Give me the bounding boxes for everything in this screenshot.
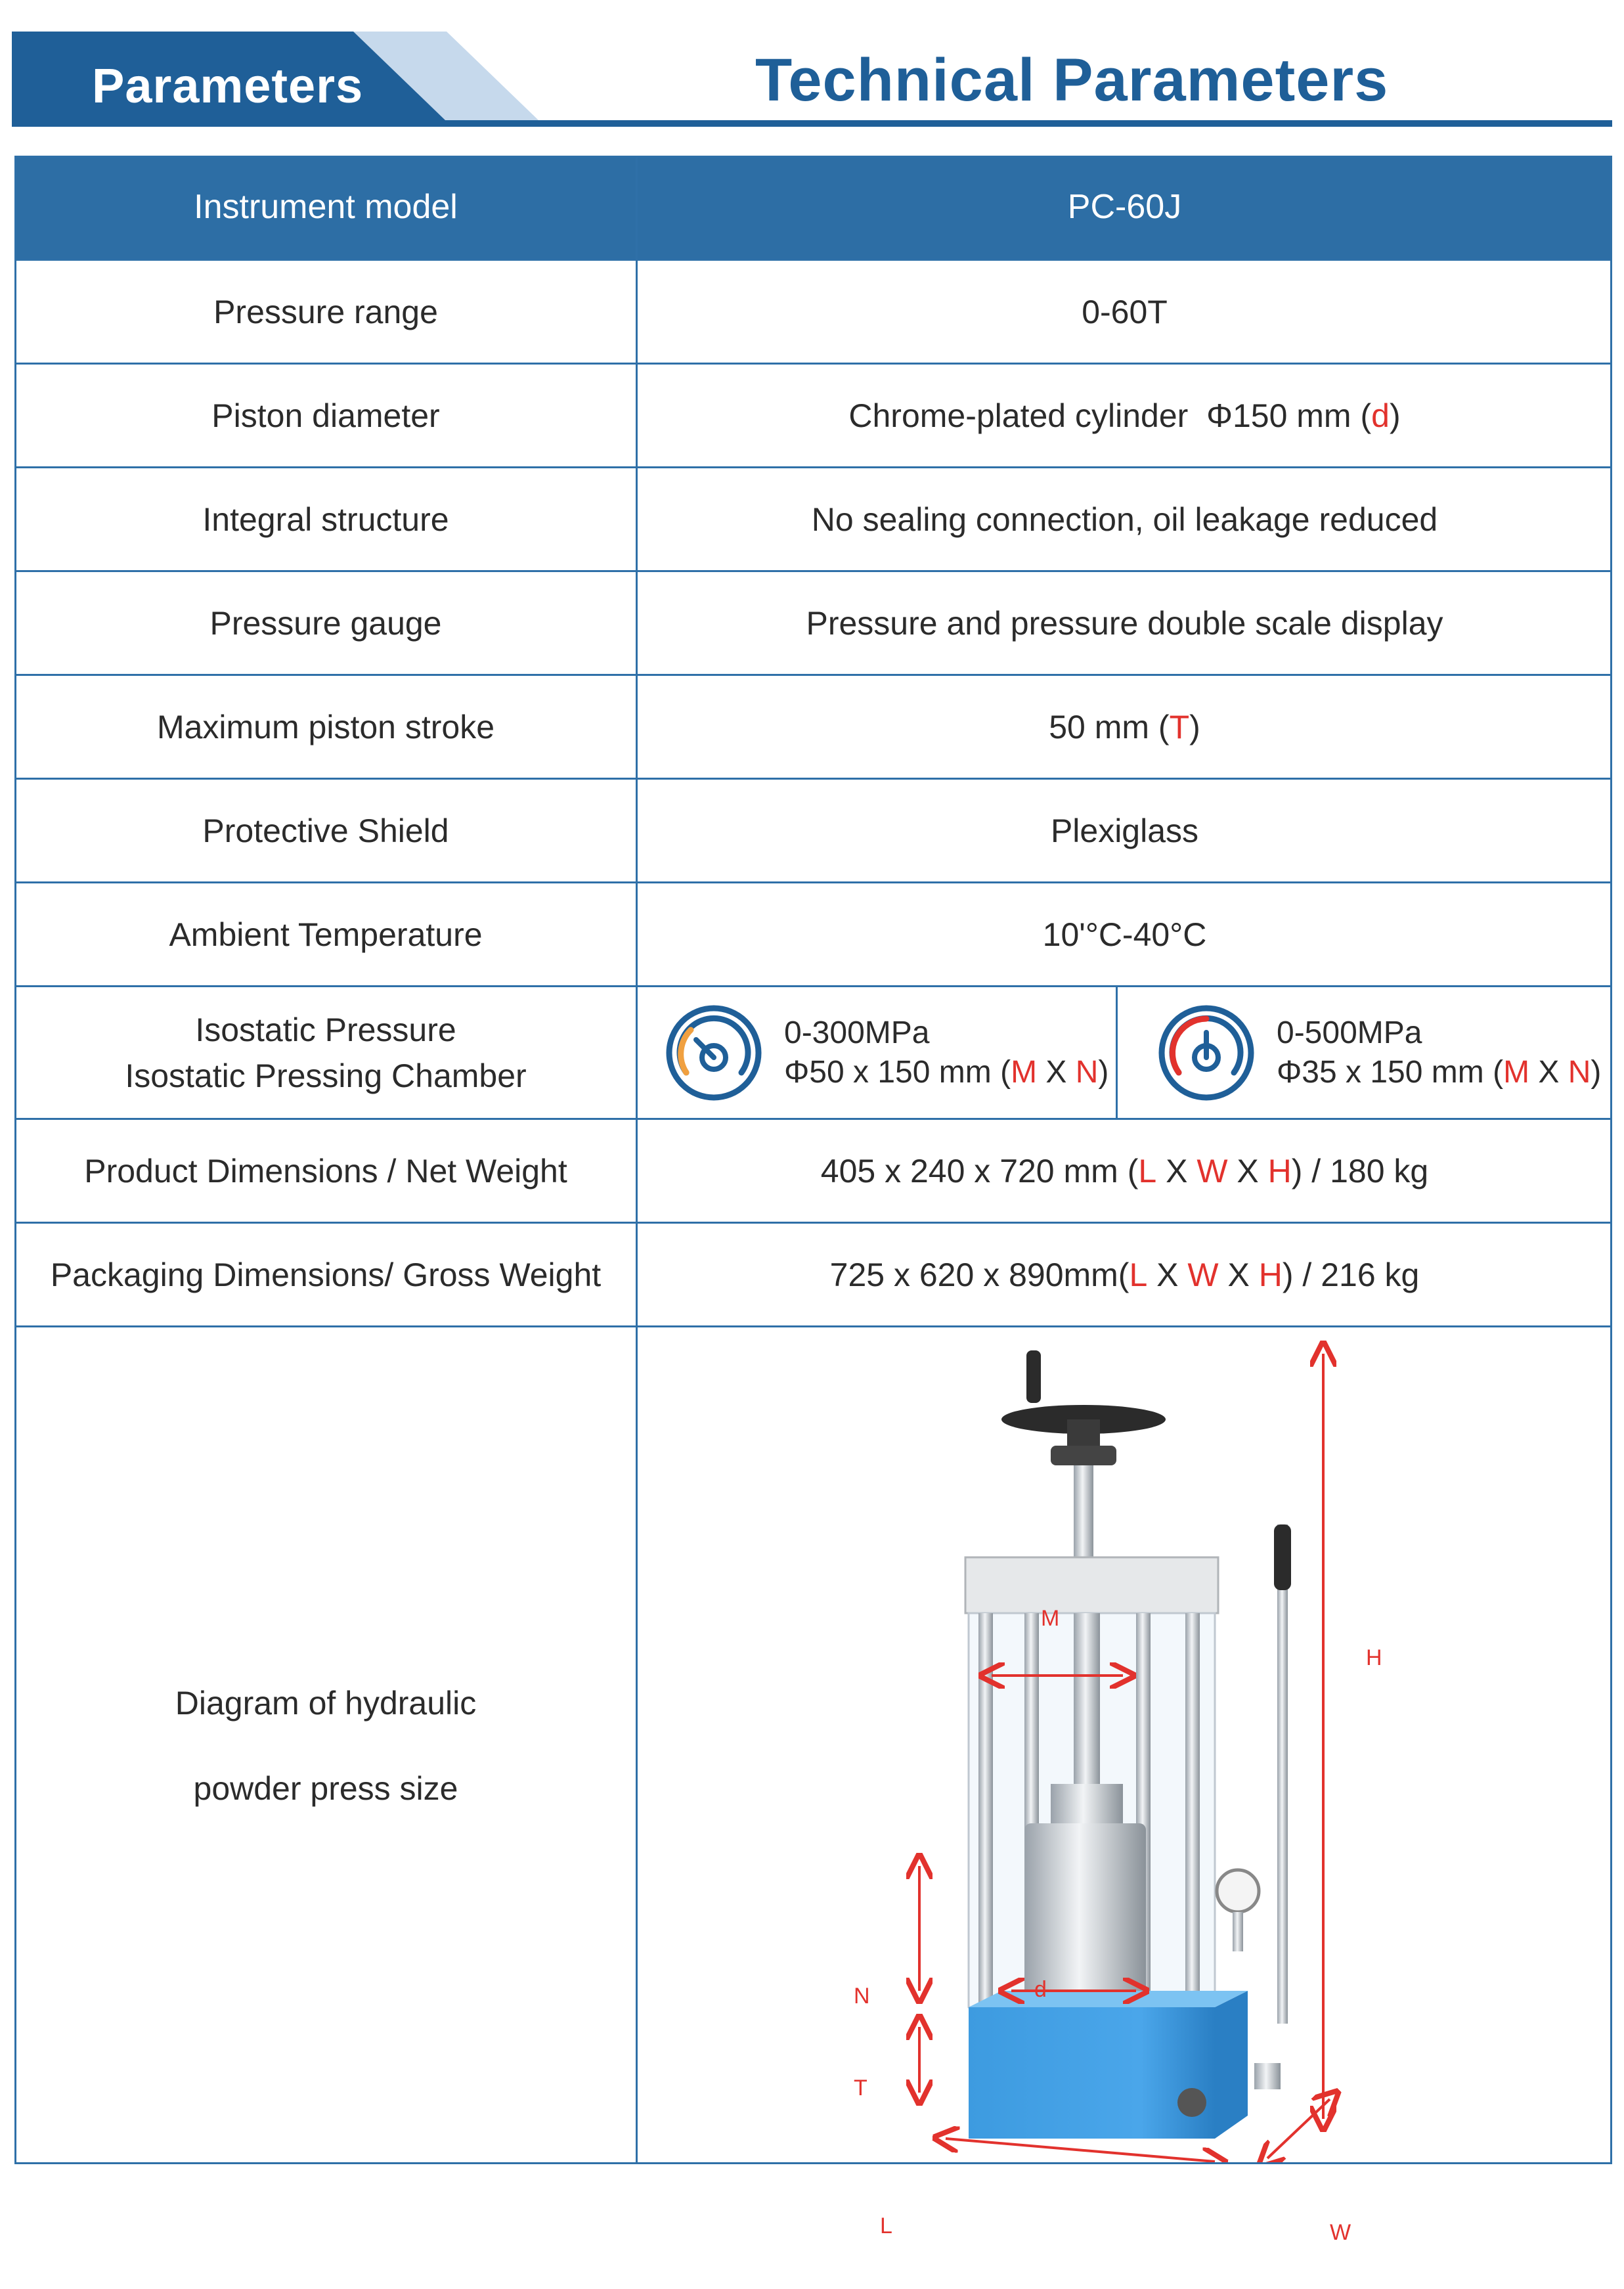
table-row-isostatic — [14, 987, 1612, 1120]
gauge-pressure: 0-500MPa — [1277, 1015, 1422, 1050]
row-label: Piston diameter — [211, 397, 440, 434]
gauge-spec-1 — [665, 987, 1108, 1118]
parameters-table — [14, 156, 1612, 2245]
table-row — [14, 572, 1612, 676]
value-text: ) — [1189, 708, 1200, 745]
size-text: ) — [1098, 1054, 1109, 1090]
row-value: No sealing connection, oil leakage reduced — [811, 500, 1438, 538]
row-label: Packaging Dimensions/ Gross Weight — [50, 1256, 602, 1293]
gauge-size — [1277, 1053, 1601, 1092]
m-label: M — [1011, 1054, 1038, 1090]
value-text: ) / 180 kg — [1291, 1152, 1429, 1189]
value-text: ) / 216 kg — [1282, 1256, 1420, 1293]
column-divider — [636, 156, 638, 2164]
gauge-icon — [1157, 1004, 1256, 1102]
row-value: 0-60T — [1082, 293, 1168, 330]
table-row — [14, 1120, 1612, 1224]
dim-h-label: H — [1366, 1645, 1382, 1670]
value-text: X — [1227, 1152, 1268, 1189]
hydraulic-press-illustration — [637, 1327, 1612, 2164]
gauge-icon — [665, 1004, 763, 1102]
row-label: Protective Shield — [202, 812, 449, 849]
label-line: Isostatic Pressing Chamber — [125, 1057, 527, 1094]
h-label: H — [1267, 1152, 1292, 1189]
table-row — [14, 365, 1612, 468]
dim-l-label: L — [880, 2213, 892, 2238]
header-tab-label: Parameters — [92, 58, 364, 113]
value-highlight: T — [1169, 708, 1190, 745]
page-title: Technical Parameters — [755, 47, 1389, 114]
value-text: X — [1156, 1152, 1197, 1189]
size-text: ) — [1591, 1054, 1602, 1090]
value-text: Chrome-plated cylinder Φ150 mm ( — [848, 397, 1372, 434]
label-line: powder press size — [193, 1770, 458, 1807]
table-row-diagram — [14, 1327, 1612, 2245]
value-text: 405 x 240 x 720 mm ( — [820, 1152, 1139, 1189]
l-label: L — [1129, 1256, 1148, 1293]
header-value: PC-60J — [1067, 188, 1182, 227]
dim-w-label: W — [1330, 2220, 1351, 2245]
label-line: Diagram of hydraulic — [175, 1685, 477, 1722]
l-label: L — [1138, 1152, 1157, 1189]
row-label: Ambient Temperature — [169, 916, 483, 953]
size-text: X — [1529, 1054, 1568, 1090]
press-diagram — [637, 1327, 1612, 2245]
row-label: Product Dimensions / Net Weight — [84, 1152, 567, 1189]
w-label: W — [1196, 1152, 1228, 1189]
size-text: Φ35 x 150 mm ( — [1277, 1054, 1504, 1090]
row-label: Maximum piston stroke — [156, 708, 495, 745]
row-label: Pressure gauge — [209, 604, 442, 642]
value-highlight: d — [1371, 397, 1390, 434]
table-row — [14, 1224, 1612, 1327]
row-label: Pressure range — [213, 293, 438, 330]
table-row — [14, 676, 1612, 780]
row-label — [14, 987, 637, 1118]
row-value — [637, 676, 1612, 778]
w-label: W — [1187, 1256, 1219, 1293]
value-text: 50 mm ( — [1049, 708, 1170, 745]
row-value — [637, 1120, 1612, 1222]
row-value: Plexiglass — [1050, 812, 1199, 849]
value-text: X — [1218, 1256, 1259, 1293]
size-text: Φ50 x 150 mm ( — [784, 1054, 1011, 1090]
gauge-spec-2 — [1157, 987, 1601, 1118]
table-row — [14, 468, 1612, 572]
table-header-row — [14, 156, 1612, 261]
table-row — [14, 261, 1612, 365]
gauge-size — [784, 1053, 1108, 1092]
header-label: Instrument model — [194, 188, 458, 227]
n-label: N — [1568, 1054, 1591, 1090]
row-value — [637, 365, 1612, 466]
row-label: Integral structure — [202, 500, 449, 538]
dim-d-label: d — [1034, 1977, 1047, 2002]
dim-m-label: M — [1041, 1606, 1060, 1631]
size-text: X — [1037, 1054, 1076, 1090]
row-label — [14, 1327, 637, 2164]
gauge-text — [1277, 1013, 1601, 1092]
table-row — [14, 883, 1612, 987]
n-label: N — [1075, 1054, 1099, 1090]
dim-n-label: N — [854, 1984, 870, 2009]
gauge-pressure: 0-300MPa — [784, 1015, 930, 1050]
cell-divider — [1116, 987, 1118, 1120]
row-value: 10'°C-40°C — [1042, 916, 1207, 953]
row-value: Pressure and pressure double scale display — [806, 604, 1443, 642]
dim-t-label: T — [854, 2076, 867, 2100]
row-value — [637, 1224, 1612, 1325]
table-row — [14, 780, 1612, 883]
gauge-text — [784, 1013, 1108, 1092]
m-label: M — [1503, 1054, 1530, 1090]
value-text: ) — [1389, 397, 1401, 434]
value-text: 725 x 620 x 890mm( — [829, 1256, 1130, 1293]
value-text: X — [1147, 1256, 1188, 1293]
header-rule — [12, 120, 1612, 127]
h-label: H — [1258, 1256, 1283, 1293]
label-line: Isostatic Pressure — [195, 1011, 456, 1048]
